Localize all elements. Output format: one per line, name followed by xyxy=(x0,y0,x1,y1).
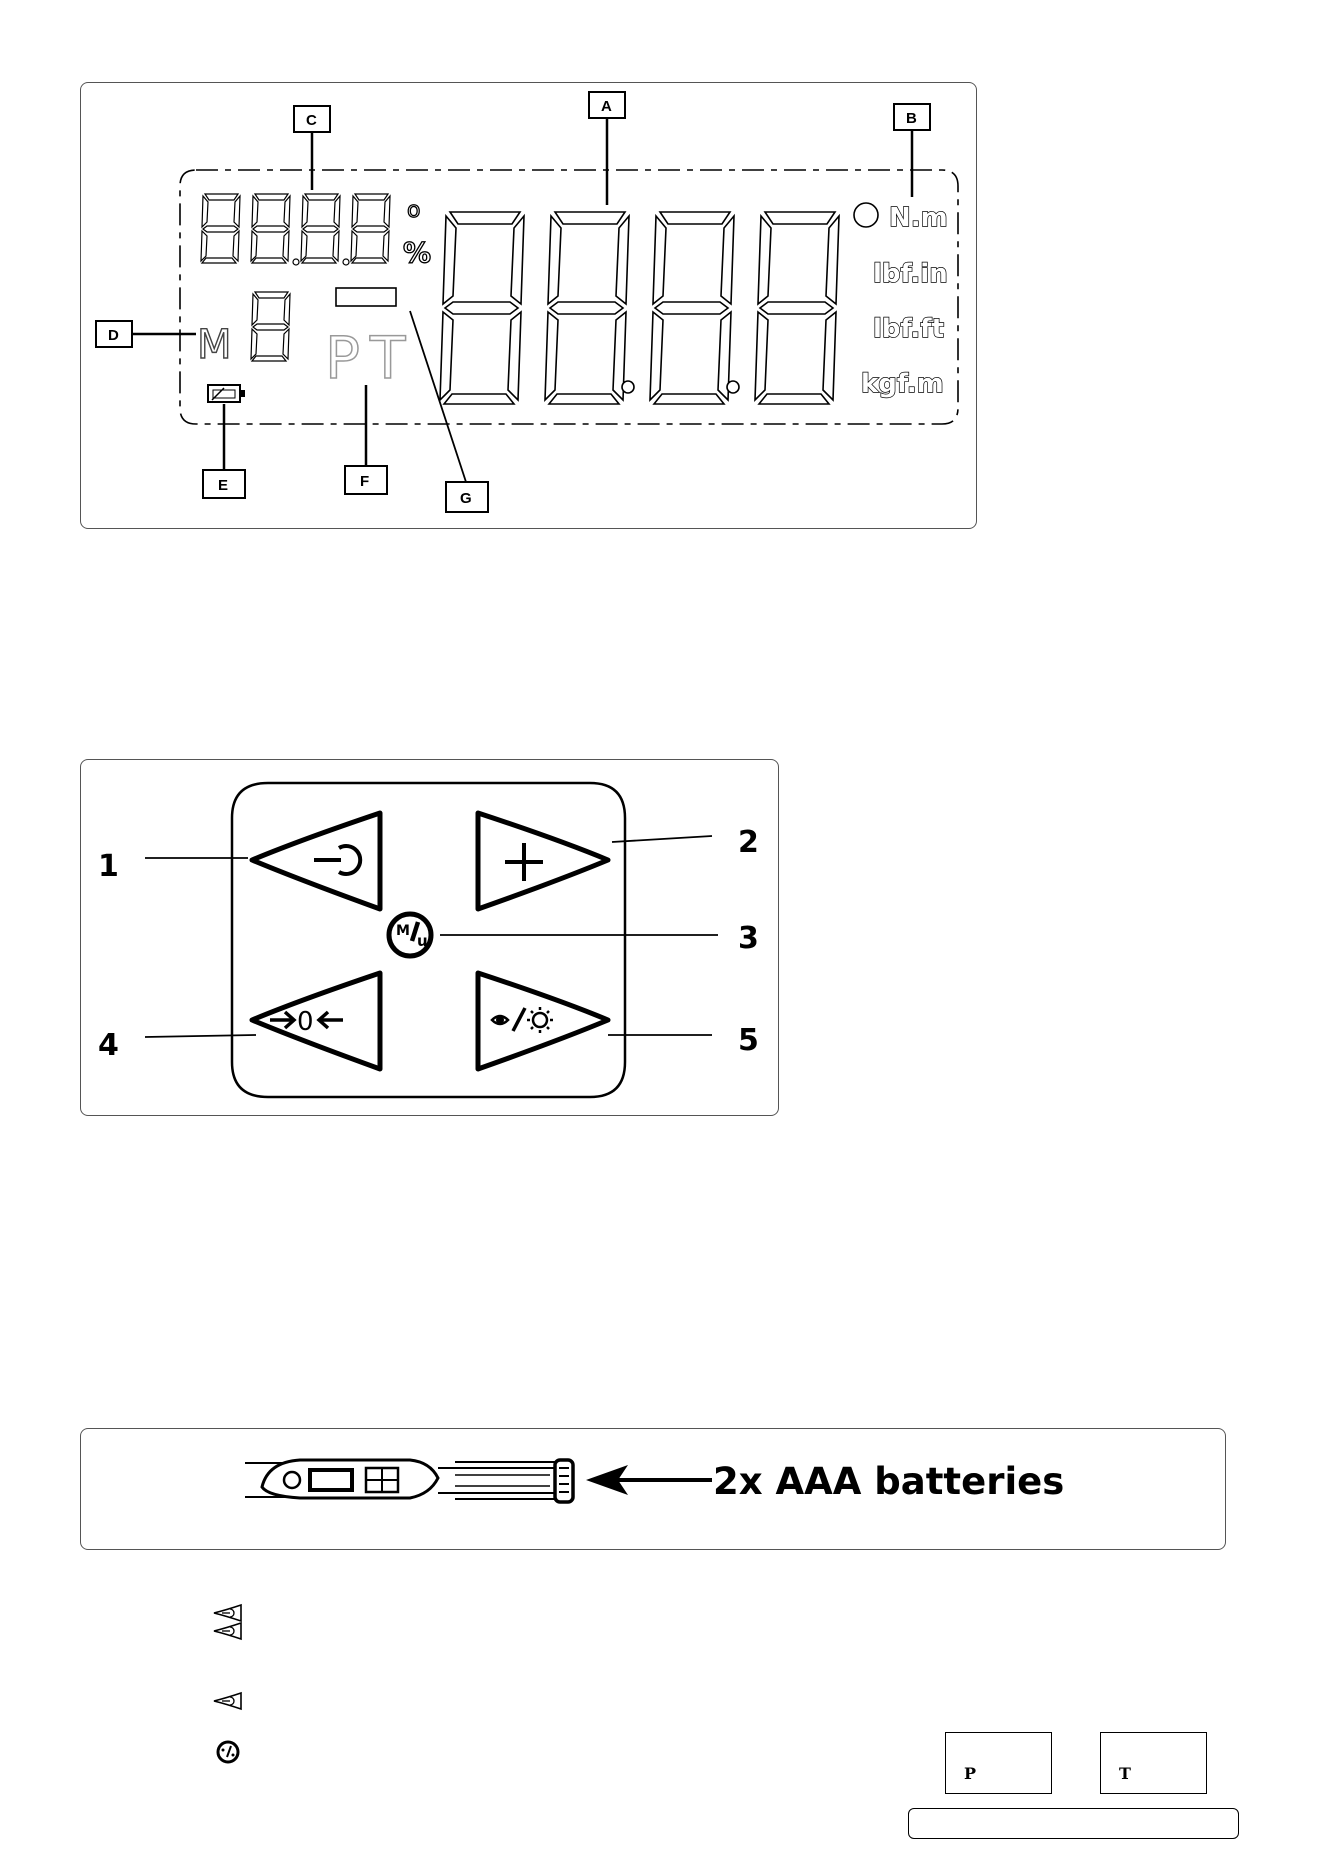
button-number-4: 4 xyxy=(98,1028,119,1063)
power-icon-small xyxy=(214,1605,241,1621)
button-number-1: 1 xyxy=(98,849,119,884)
degree-symbol: o xyxy=(407,198,421,223)
button-number-3: 3 xyxy=(738,921,759,956)
svg-text:F: F xyxy=(360,473,370,490)
percent-symbol: % xyxy=(403,236,432,269)
svg-text:E: E xyxy=(218,477,229,494)
svg-text:G: G xyxy=(460,490,472,507)
memory-unit-u: u xyxy=(417,932,428,950)
peak-mode-box xyxy=(945,1732,1052,1794)
memory-unit-m: M xyxy=(396,923,410,939)
battery-label: 2x AAA batteries xyxy=(713,1460,1065,1503)
unit-label-lbfin: lbf.in xyxy=(873,259,948,289)
svg-text:A: A xyxy=(601,98,612,115)
power-icon-small xyxy=(214,1623,241,1639)
memory-indicator: M xyxy=(197,322,232,368)
svg-text:D: D xyxy=(108,327,119,344)
unit-label-nm: N.m xyxy=(889,203,948,233)
track-indicator: T xyxy=(370,324,406,392)
memory-unit-icon-small xyxy=(218,1742,238,1762)
svg-text:B: B xyxy=(906,110,917,127)
peak-mode-label: P xyxy=(964,1764,977,1783)
power-icon-small xyxy=(214,1693,241,1709)
track-mode-label: T xyxy=(1119,1764,1131,1783)
button-number-5: 5 xyxy=(738,1023,759,1058)
empty-rounded-box xyxy=(908,1808,1239,1839)
peak-indicator: P xyxy=(325,324,360,392)
unit-label-kgfm: kgf.m xyxy=(861,369,944,399)
svg-text:C: C xyxy=(306,112,317,129)
track-mode-box xyxy=(1100,1732,1207,1794)
svg-text:0: 0 xyxy=(297,1007,314,1037)
unit-label-lbfft: lbf.ft xyxy=(873,314,945,344)
button-number-2: 2 xyxy=(738,825,759,860)
